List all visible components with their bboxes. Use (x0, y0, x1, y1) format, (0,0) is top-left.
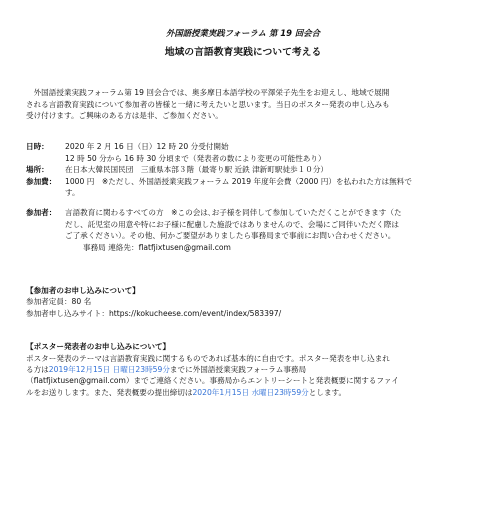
contact-line: 事務局 連絡先：flatfjixtusen@gmail.com (83, 242, 231, 252)
poster-line: ポスター発表のテーマは言語教育実践に関するものであれば基本的に自由です。ポスター発表を申し込まれ (26, 353, 390, 363)
poster-text: とします。 (308, 387, 347, 397)
date-row (26, 141, 460, 152)
intro-line: 受け付けます。ご興味のある方は是非、ご参加ください。 (26, 111, 223, 121)
forum-name: 外国語授業実践フォーラム 第 19 回会合 (166, 28, 320, 38)
fee-value-cont: す。 (65, 188, 80, 198)
participant-line: だし、託児室の用意や特にお子様に配慮した施設ではありませんので、会場にご同伴いただく際は (65, 219, 399, 229)
time-value: 12 時 50 分から 16 時 30 分頃まで（発表者の数により変更の可能性あり） (65, 153, 326, 163)
page-title: 地域の言語教育実践について考える (164, 46, 322, 58)
place-label: 場所： (26, 165, 49, 175)
event-details (26, 141, 460, 253)
place-row (26, 164, 460, 175)
document-page (0, 27, 480, 530)
poster-text: ルをお送りします。また、発表概要の提出締切は (26, 387, 193, 397)
place-value: 在日本大韓民国民団 三重県本部３階（最寄り駅 近鉄 津新町駅徒歩１０分） (65, 165, 329, 175)
poster-heading: 【ポスター発表者のお申し込みについて】 (26, 342, 171, 352)
participant-line: 言語教育に関わるすべての方 ※この会は､お子様を同伴して参加していただくことができます（た (65, 208, 402, 218)
application-body (26, 296, 460, 319)
participant-row (26, 207, 460, 253)
intro-line: 外国語授業実践フォーラム第 19 回会合では、奥多摩日本語学校の平澤栄子先生をお迎えし、地域で展開 (33, 88, 390, 98)
fee-row (26, 176, 460, 187)
poster-text: る方は (26, 364, 49, 374)
participant-label: 参加者： (26, 208, 57, 218)
poster-line: （flatfjixtusen@gmail.com）までご連絡ください。事務局からエントリーシートと発表概要に関するファイ (26, 376, 400, 386)
date-value: 2020 年 2 月 16 日（日）12 時 20 分受付開始 (65, 142, 229, 152)
application-site-link[interactable]: 参加者申し込みサイト：https://kokucheese.com/event/index/583397/ (26, 308, 282, 318)
intro-line: される言語教育実践について参加者の皆様と一緒に考えたいと思います。当日のポスター発表の申し込みも (26, 99, 390, 109)
poster-deadline-date: 2019年12月15日 日曜日23時59分 (48, 364, 170, 374)
poster-line (26, 387, 460, 398)
poster-text: までに外国語授業実践フォーラム事務局 (169, 364, 307, 374)
fee-value: 1000 円 ※ただし、外国語授業実践フォーラム 2019 年度年会費（2000 円）を払われた方は無料で (65, 176, 412, 186)
participant-value (65, 207, 460, 253)
poster-body (26, 353, 460, 399)
capacity-text: 参加者定員：80 名 (26, 297, 92, 307)
participant-line: ご了承ください）。その他、何かご要望がありましたら事務局まで事前にお問い合わせください。 (65, 231, 396, 241)
intro-paragraph (26, 87, 460, 121)
fee-label: 参加費： (26, 176, 57, 186)
abstract-deadline-date: 2020年1月15日 水曜日23時59分 (192, 387, 309, 397)
application-heading: 【参加者のお申し込みについて】 (26, 285, 140, 295)
poster-line (26, 364, 460, 375)
date-label: 日時： (26, 142, 49, 152)
